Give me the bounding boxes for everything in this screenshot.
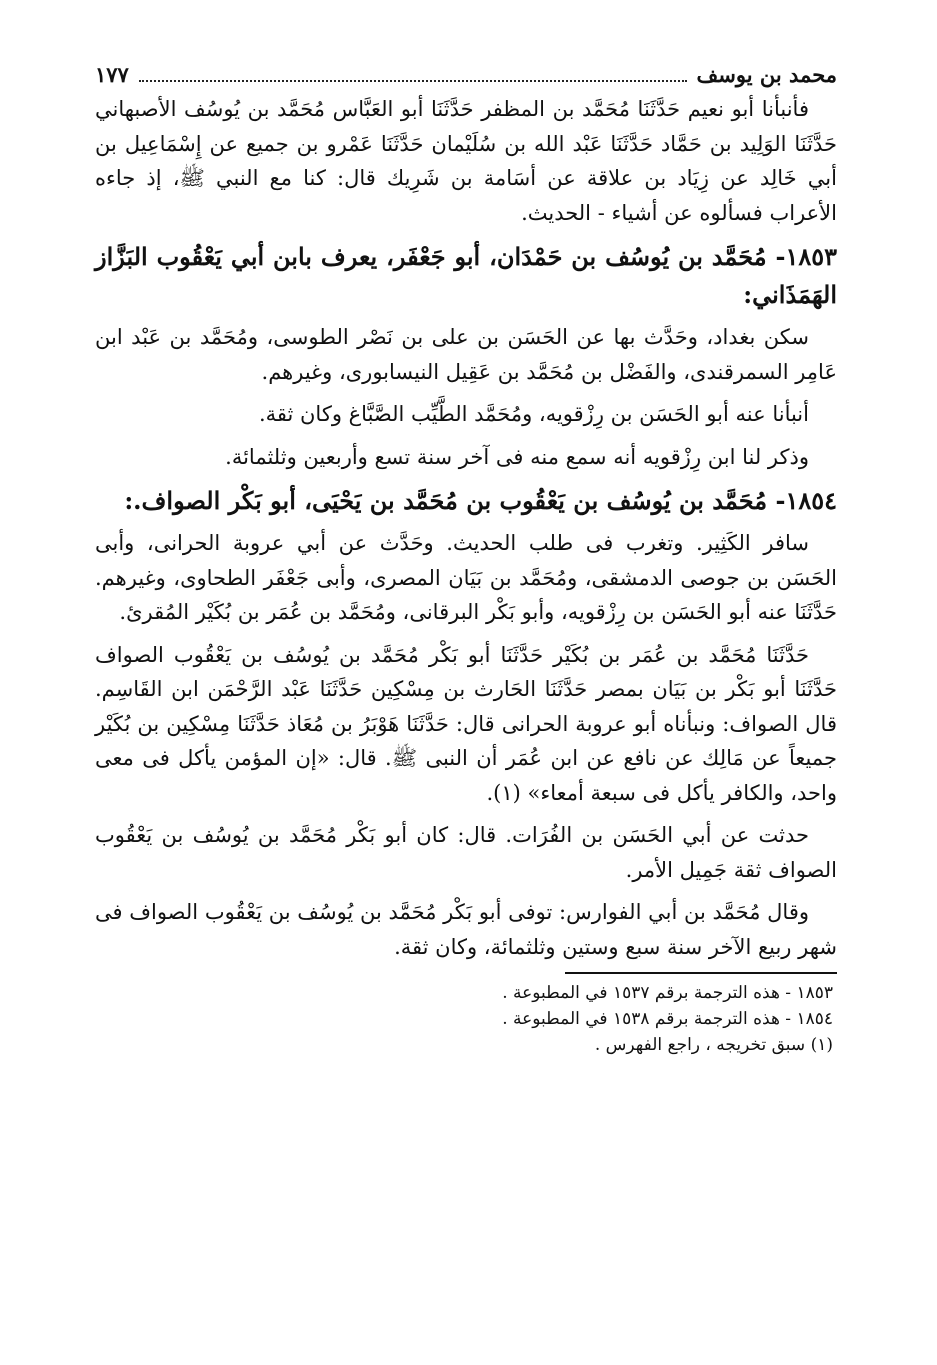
entry-heading-1854: ١٨٥٤- مُحَمَّد بن يُوسُف بن يَعْقُوب بن مُحَمَّد بن يَحْيَى، أبو بَكْر الصواف.:	[124, 486, 837, 515]
running-head	[95, 58, 837, 92]
paragraph-assessment-1854: حدثت عن أبي الحَسَن بن الفُرَات. قال: كان أبو بَكْر مُحَمَّد بن يُوسُف بن يَعْقُوب الصواف ثقة جَمِيل الأمر.	[95, 823, 837, 882]
paragraph-hadith-1854: حَدَّثَنَا مُحَمَّد بن عُمَر بن بُكَيْر حَدَّثَنَا أبو بَكْر مُحَمَّد بن يُوسُف بن يَعْقُوب الصواف حَدَّثَنَا أبو بَكْر بن بَيَان بمصر حَدَّثَنَا الحَارث بن مِسْكِين حَدَّثَنَا عَبْد الرَّحْمَن ابن القَاسِم. قال الصواف: ونبأناه أبو عروبة الحرانى قال: حَدَّثَنَا هَوْبَرُ بن مُعَاذ حَدَّثَنَا مِسْكِين بن بُكَيْر جميعاً عن مَالِك عن نافع عن ابن عُمَر أن النبى ﷺ. قال: «إن المؤمن يأكل فى معى واحد، والكافر يأكل فى سبعة أمعاء» (١).	[95, 642, 837, 805]
page-number: ١٧٧	[95, 62, 129, 87]
book-page	[95, 58, 837, 1058]
running-title: محمد بن يوسف	[696, 62, 837, 87]
entry-heading-1853: ١٨٥٣- مُحَمَّد بن يُوسُف بن حَمْدَان، أبو جَعْفَر، يعرف بابن أبي يَعْقُوب البَزَّاز الهَمَذَاني:	[95, 242, 837, 309]
leader-dots	[139, 60, 687, 82]
paragraph-bio-1854: سافر الكَثِير. وتغرب فى طلب الحديث. وحَدَّث عن أبي عروبة الحرانى، وأبى الحَسَن بن جوصى الدمشقى، ومُحَمَّد بن بَيَان المصرى، وأبى جَعْفَر الطحاوى، وغيرهم. حَدَّثَنَا عنه أبو الحَسَن بن رِزْقويه، وأبو بَكْر البرقانى، ومُحَمَّد بن عُمَر بن بُكَيْر المُقرئ.	[95, 531, 837, 624]
paragraph-note-1853: وذكر لنا ابن رِزْقويه أنه سمع منه فى آخر سنة تسع وأربعين وثلثمائة.	[225, 444, 809, 469]
paragraph-isnad-1: فأنبأنا أبو نعيم حَدَّثَنَا مُحَمَّد بن المظفر حَدَّثَنَا أبو العَبَّاس مُحَمَّد بن يُوسُف الأصبهاني حَدَّثَنَا الوَلِيد بن حَمَّاد حَدَّثَنَا عَبْد الله بن سُلَيْمان حَدَّثَنَا عَمْرو بن جميع عن إِسْمَاعِيل بن أبي خَالِد عن زِيَاد بن علاقة عن أسَامة بن شَرِيك قال: كنا مع النبي ﷺ، إذ جاءه الأعراب فسألوه عن أشياء - الحديث.	[95, 97, 837, 225]
paragraph-narrators-1853: أنبأنا عنه أبو الحَسَن بن رِزْقويه، ومُحَمَّد الطَّيِّب الصَّبَّاغ وكان ثقة.	[258, 402, 809, 426]
footnote-rule	[565, 972, 837, 974]
footnote-1854: ١٨٥٤ - هذه الترجمة برقم ١٥٣٨ في المطبوعة .	[502, 1009, 833, 1029]
paragraph-bio-1853: سكن بغداد، وحَدَّث بها عن الحَسَن بن على بن نَصْر الطوسى، ومُحَمَّد بن عَبْد ابن عَامِر السمرقندى، والفَضْل بن مُحَمَّد بن عَقِيل النيسابورى، وغيرهم.	[95, 325, 837, 384]
footnote-1853: ١٨٥٣ - هذه الترجمة برقم ١٥٣٧ في المطبوعة .	[502, 983, 833, 1003]
paragraph-death-1854: وقال مُحَمَّد بن أبي الفوارس: توفى أبو بَكْر مُحَمَّد بن يُوسُف بن يَعْقُوب الصواف فى شهر ربيع الآخر سنة سبع وستين وثلثمائة، وكان ثقة.	[95, 900, 837, 959]
footnote-1: (١) سبق تخريجه ، راجع الفهرس .	[594, 1035, 833, 1055]
